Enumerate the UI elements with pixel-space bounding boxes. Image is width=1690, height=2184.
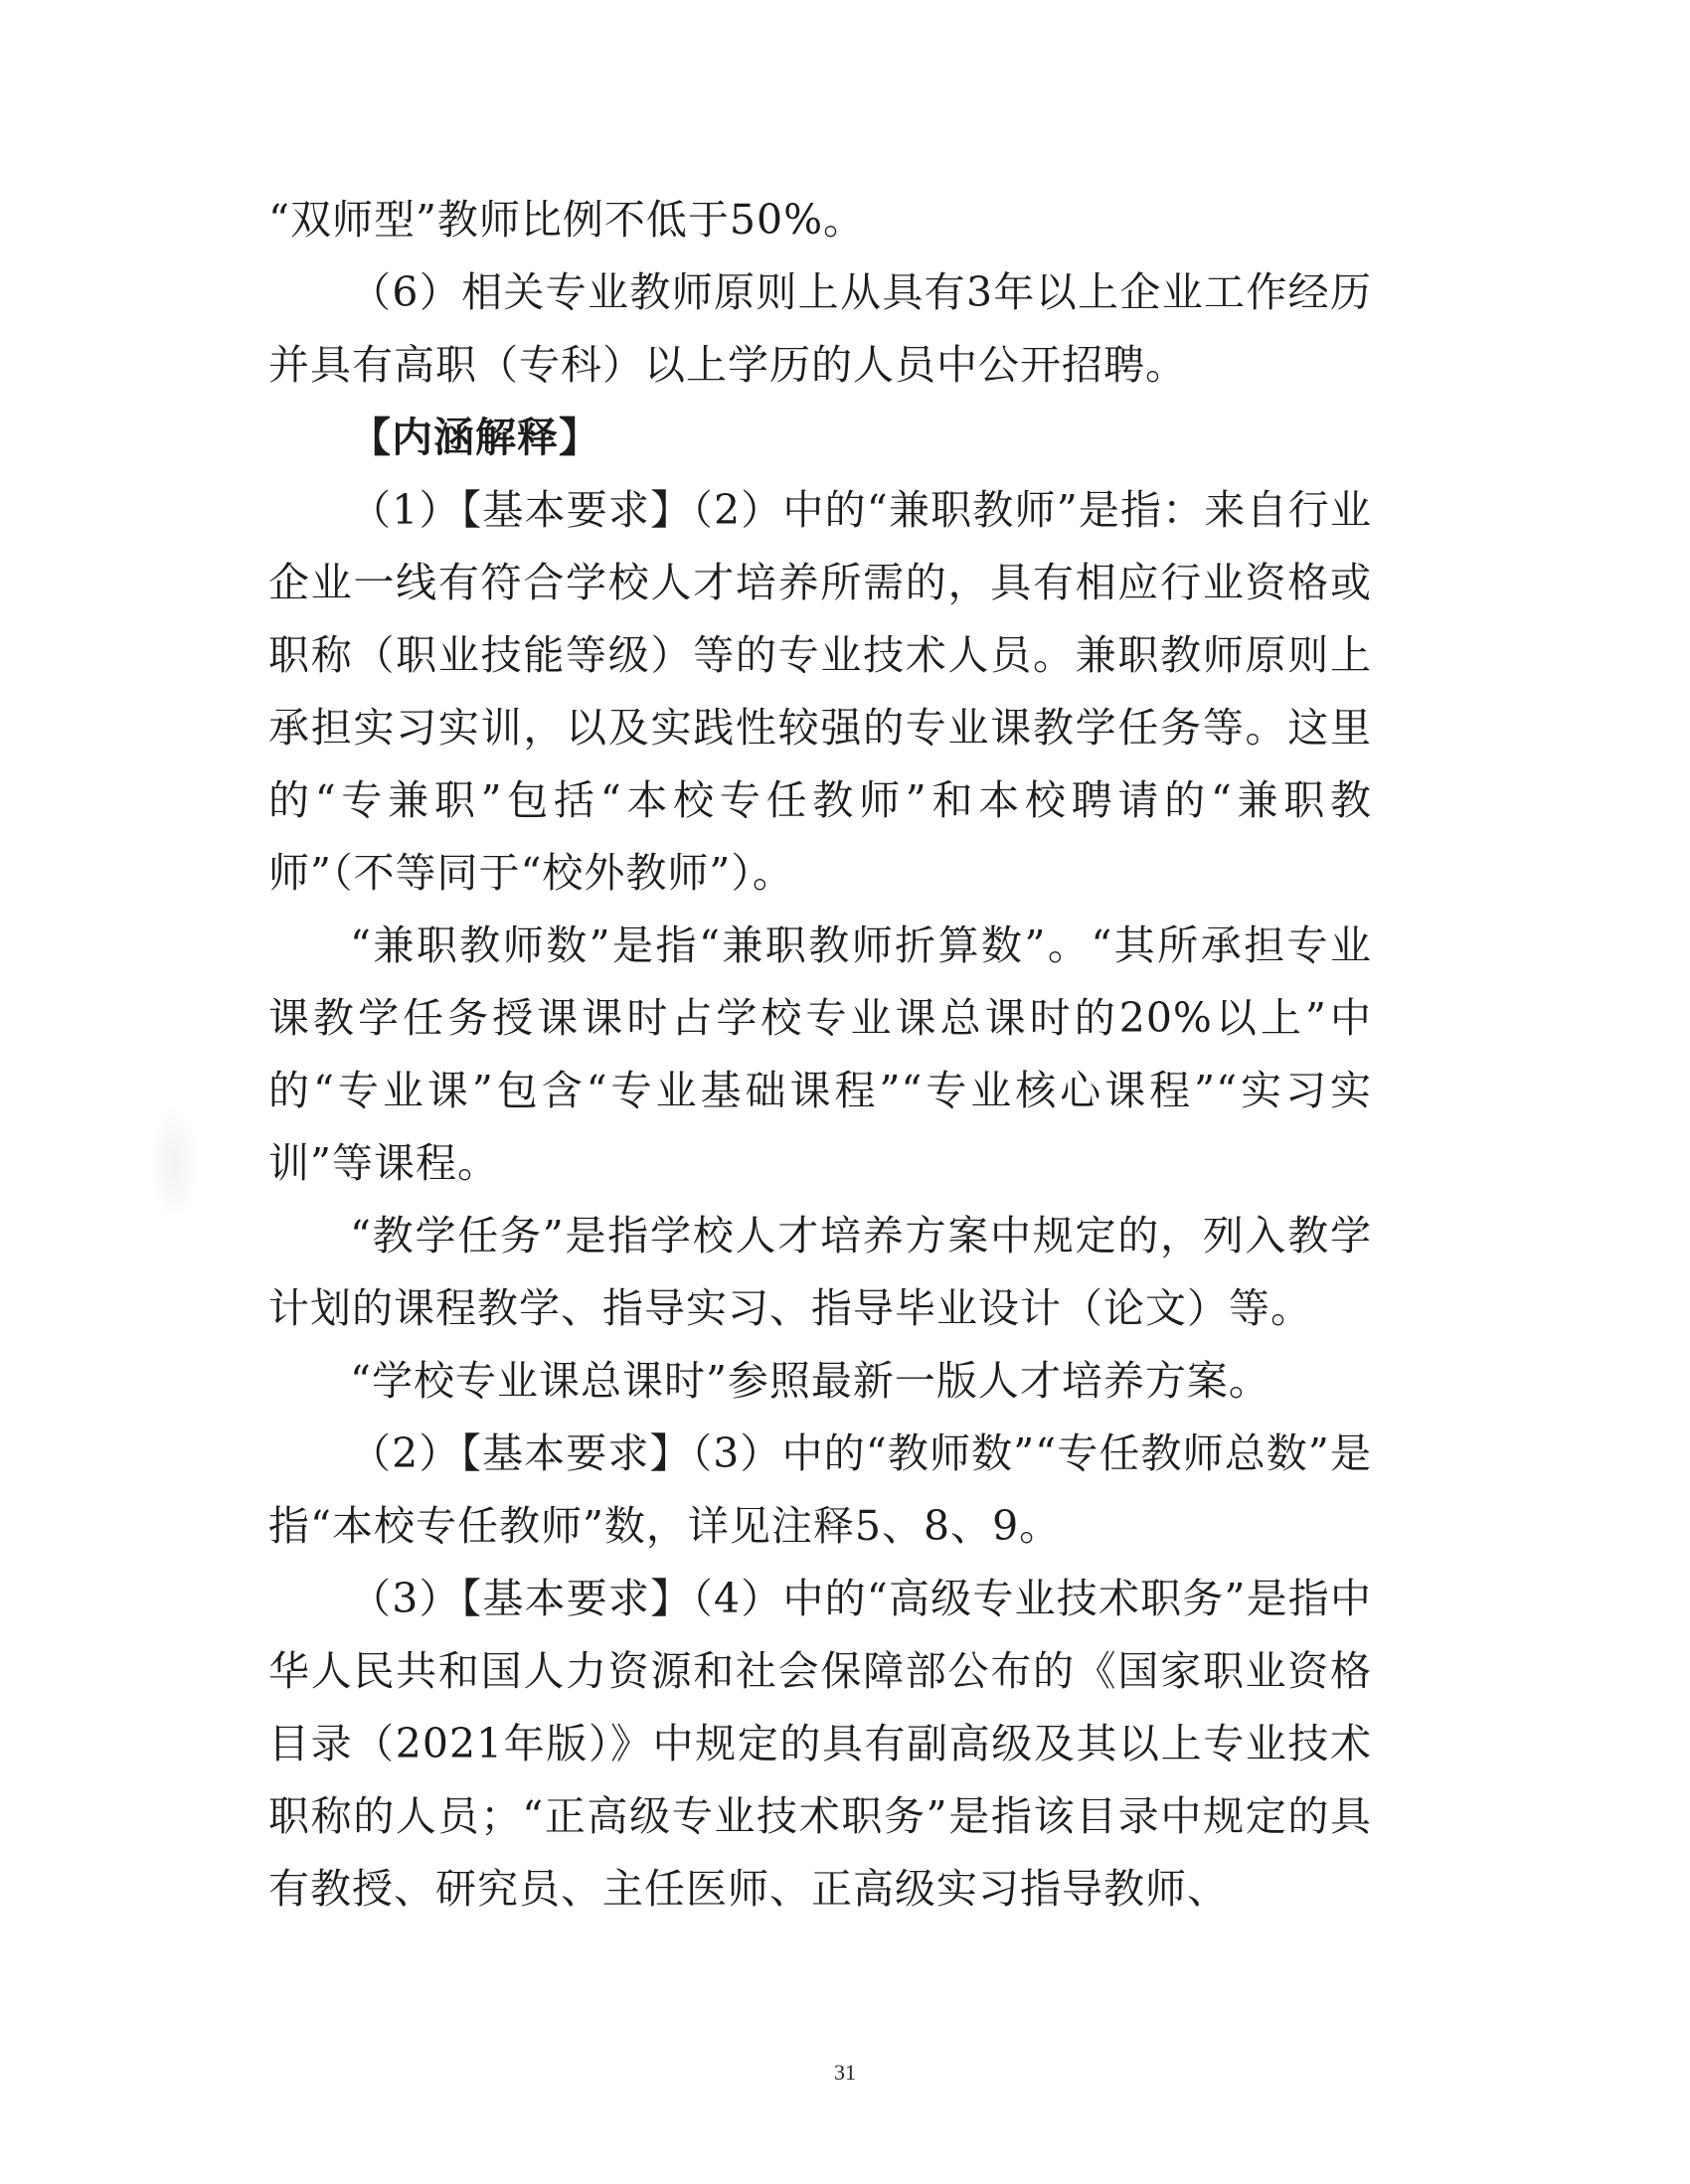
body-text <box>268 184 1372 1926</box>
paragraph-teaching-task: “教学任务”是指学校人才培养方案中规定的，列入教学计划的课程教学、指导实习、指导毕业设计（论文）等。 <box>268 1212 1372 1332</box>
paragraph-explanation-2: （2）【基本要求】（3）中的“教师数”“专任教师总数”是指“本校专任教师”数，详见注释5、8、9。 <box>268 1429 1372 1550</box>
paragraph-item-6: （6）相关专业教师原则上从具有3年以上企业工作经历并具有高职（专科）以上学历的人员中公开招聘。 <box>268 268 1372 389</box>
paragraph-total-hours: “学校专业课总课时”参照最新一版人才培养方案。 <box>350 1357 1270 1405</box>
page-number: 31 <box>834 2060 856 2085</box>
scan-smudge <box>149 1103 199 1223</box>
section-heading: 【内涵解释】 <box>350 414 600 461</box>
paragraph-ratio: “双师型”教师比例不低于50%。 <box>268 196 866 244</box>
paragraph-explanation-3: （3）【基本要求】（4）中的“高级专业技术职务”是指中华人民共和国人力资源和社会保障部公布的《国家职业资格目录（2021年版）》中规定的具有副高级及其以上专业技术职称的人员；“正高级专业技术职务”是指该目录中规定的具有教授、研究员、主任医师、正高级实习指导教师、 <box>268 1575 1372 1913</box>
paragraph-explanation-1: （1）【基本要求】（2）中的“兼职教师”是指：来自行业企业一线有符合学校人才培养所需的，具有相应行业资格或职称（职业技能等级）等的专业技术人员。兼职教师原则上承担实习实训，以及实践性较强的专业课教学任务等。这里的“专兼职”包括“本校专任教师”和本校聘请的“兼职教师”（不等同于“校外教师”）。 <box>268 486 1372 897</box>
paragraph-part-time-count: “兼职教师数”是指“兼职教师折算数”。“其所承担专业课教学任务授课课时占学校专业课总课时的20%以上”中的“专业课”包含“专业基础课程”“专业核心课程”“实习实训”等课程。 <box>268 922 1372 1187</box>
